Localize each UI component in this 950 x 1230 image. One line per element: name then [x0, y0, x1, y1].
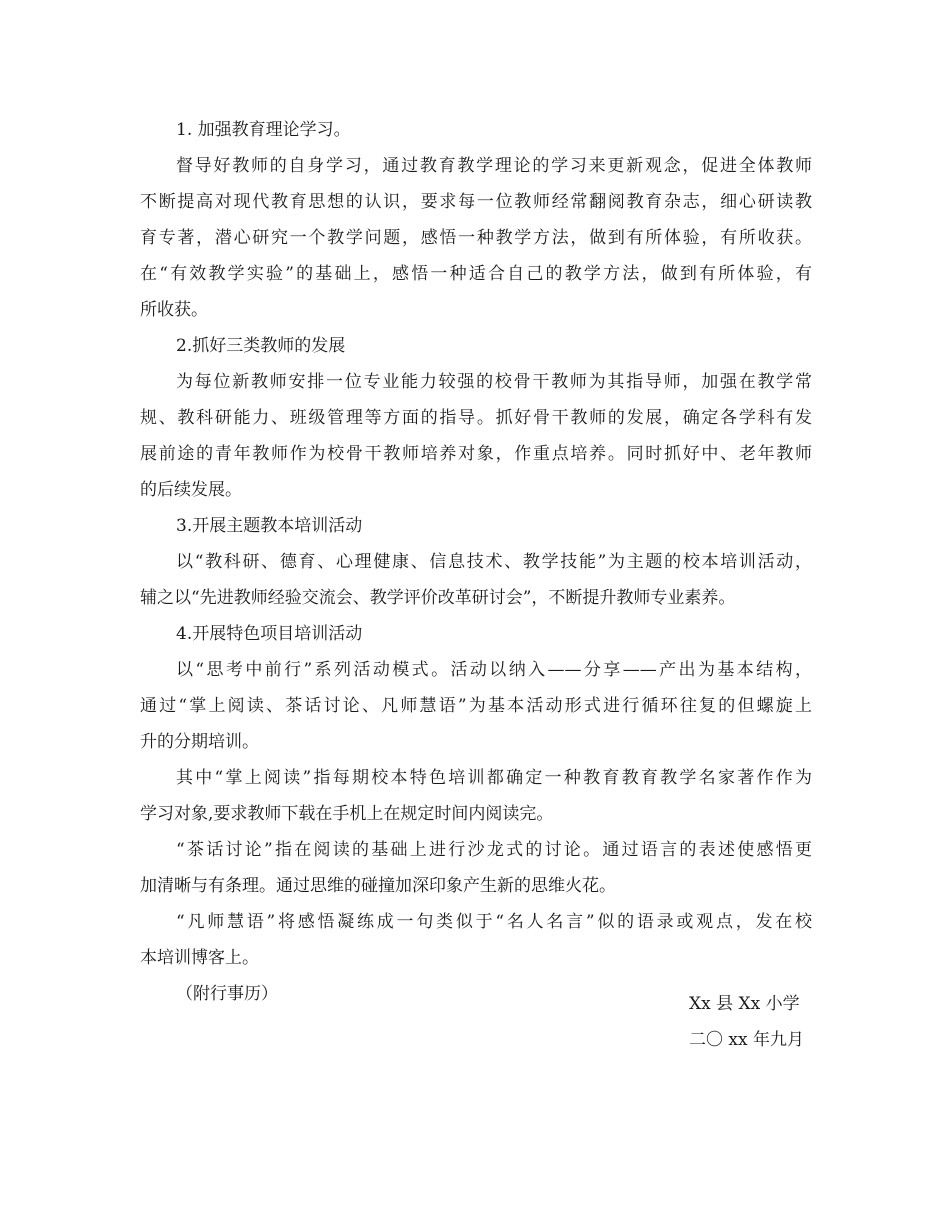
paragraph-line: 督导好教师的自身学习，通过教育教学理论的学习来更新观念，促进全体教师: [176, 156, 812, 176]
paragraph-line: 升的分期培训。: [140, 732, 259, 752]
paragraph-line: 在“有效教学实验”的基础上，感悟一种适合自己的教学方法，做到有所体验，有: [140, 264, 812, 284]
paragraph-line: 学习对象,要求教师下载在手机上在规定时间内阅读完。: [140, 804, 554, 824]
section-heading-4: 4.开展特色项目培训活动: [176, 624, 363, 644]
signature-date: 二〇 xx 年九月: [689, 1030, 804, 1050]
paragraph-line: 为每位新教师安排一位专业能力较强的校骨干教师为其指导师，加强在教学常: [176, 372, 812, 392]
paragraph-line: 以“思考中前行”系列活动模式。活动以纳入——分享——产出为基本结构，: [176, 660, 812, 680]
paragraph-line: 加清晰与有条理。通过思维的碰撞加深印象产生新的思维火花。: [140, 876, 616, 896]
paragraph-line: 展前途的青年教师作为校骨干教师培养对象，作重点培养。同时抓好中、老年教师: [140, 444, 812, 464]
paragraph-line: “凡师慧语”将感悟凝练成一句类似于“名人名言”似的语录或观点，发在校: [176, 912, 812, 932]
paragraph-line: 以“教科研、德育、心理健康、信息技术、教学技能”为主题的校本培训活动，: [176, 552, 812, 572]
paragraph-line: 的后续发展。: [140, 480, 242, 500]
paragraph-line: 所收获。: [140, 300, 208, 320]
paragraph-line: 规、教科研能力、班级管理等方面的指导。抓好骨干教师的发展，确定各学科有发: [140, 408, 812, 428]
paragraph-line: 育专著，潜心研究一个教学问题，感悟一种教学方法，做到有所体验，有所收获。: [140, 228, 812, 248]
signature-school: Xx 县 Xx 小学: [689, 994, 800, 1014]
paragraph-line: 通过“掌上阅读、茶话讨论、凡师慧语”为基本活动形式进行循环往复的但螺旋上: [140, 696, 812, 716]
paragraph-line: 不断提高对现代教育思想的认识，要求每一位教师经常翻阅教育杂志，细心研读教: [140, 192, 812, 212]
paragraph-line: 辅之以“先进教师经验交流会、教学评价改革研讨会”，不断提升教师专业素养。: [140, 588, 736, 608]
paragraph-line: “茶话讨论”指在阅读的基础上进行沙龙式的讨论。通过语言的表述使感悟更: [176, 840, 812, 860]
section-heading-1: 1. 加强教育理论学习。: [176, 120, 351, 140]
section-heading-2: 2.抓好三类教师的发展: [176, 336, 346, 356]
document-body: [140, 112, 812, 1012]
paragraph-line: 本培训博客上。: [140, 948, 259, 968]
section-heading-3: 3.开展主题教本培训活动: [176, 516, 363, 536]
paragraph-line: 其中“掌上阅读”指每期校本特色培训都确定一种教育教育教学名家著作作为: [176, 768, 812, 788]
attachment-note: （附行事历）: [176, 984, 278, 1004]
